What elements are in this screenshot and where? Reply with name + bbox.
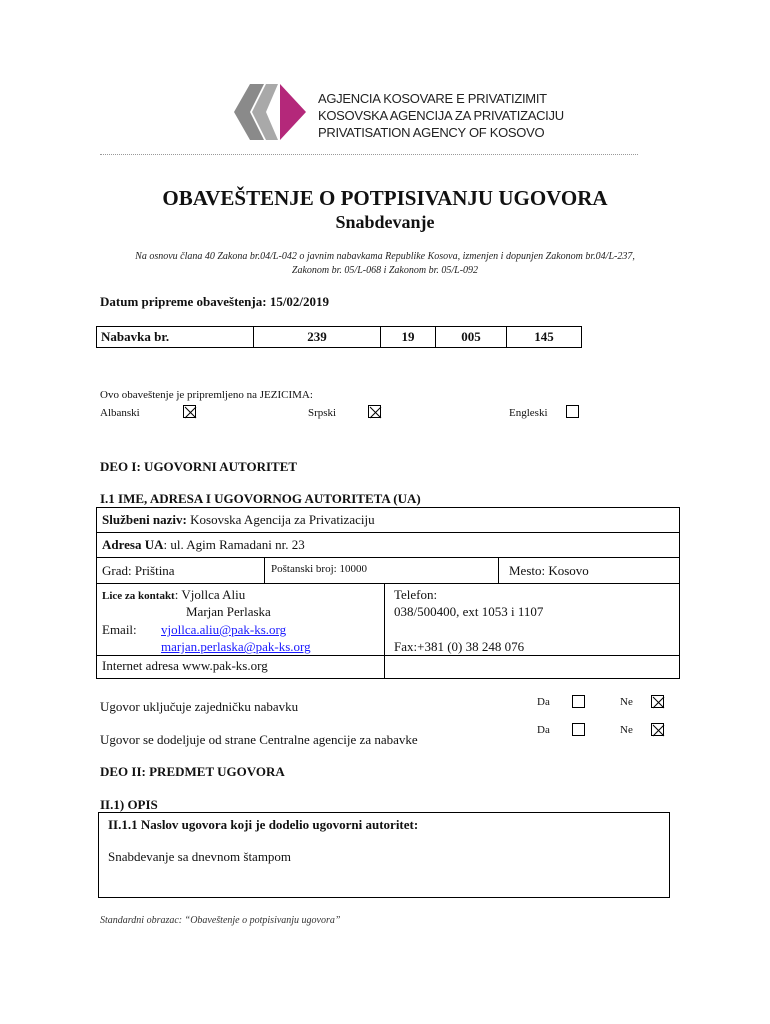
fax-value: Fax:+381 (0) 38 248 076 xyxy=(394,639,525,654)
procurement-number-label: Nabavka br. xyxy=(97,327,254,348)
official-name-label: Službeni naziv: xyxy=(102,512,187,527)
section-1-heading: DEO I: UGOVORNI AUTORITET xyxy=(100,459,298,474)
procurement-number-part: 145 xyxy=(507,327,582,348)
document-title: OBAVEŠTENJE O POTPISIVANJU UGOVORA xyxy=(162,186,608,210)
procurement-number-part: 239 xyxy=(254,327,381,348)
procurement-number-part: 005 xyxy=(436,327,507,348)
agency-name-albanian: AGJENCIA KOSOVARE E PRIVATIZIMIT xyxy=(318,91,547,106)
no-label: Ne xyxy=(620,696,633,708)
language-label-english: Engleski xyxy=(509,407,548,419)
language-label-serbian: Srpski xyxy=(308,407,337,419)
procurement-number-part: 19 xyxy=(381,327,436,348)
contract-title-value: Snabdevanje sa dnevnom štampom xyxy=(108,849,292,864)
email-label: Email: xyxy=(102,622,137,637)
postal-code-field: Poštanski broj: 10000 xyxy=(271,563,367,575)
city-field: Grad: Priština xyxy=(102,563,175,578)
phone-value: 038/500400, ext 1053 i 1107 xyxy=(394,604,544,619)
language-label-albanian: Albanski xyxy=(100,407,140,419)
legal-basis-line1: Na osnovu člana 40 Zakona br.04/L-042 o javnim nabavkama Republike Kosova, izmenjen i dopunjen Zakonom br.04/L-237, xyxy=(135,251,635,262)
contract-title-label: II.1.1 Naslov ugovora koji je dodelio ugovorni autoritet: xyxy=(108,817,419,832)
agency-name-block xyxy=(318,90,564,141)
preparation-date: Datum pripreme obaveštenja: 15/02/2019 xyxy=(100,294,330,309)
internet-address: Internet adresa www.pak-ks.org xyxy=(102,658,268,673)
contact-person-label: Lice za kontakt xyxy=(102,590,175,602)
no-label: Ne xyxy=(620,724,633,736)
header-divider xyxy=(100,154,638,155)
email-link-2[interactable]: marjan.perlaska@pak-ks.org xyxy=(161,639,311,654)
procurement-number-table xyxy=(96,326,582,348)
section-2-heading: DEO II: PREDMET UGOVORA xyxy=(100,764,285,779)
section-2-1-heading: II.1) OPIS xyxy=(100,797,158,812)
agency-logo xyxy=(230,84,310,144)
place-field: Mesto: Kosovo xyxy=(509,563,589,578)
contact-person-1: : Vjollca Aliu xyxy=(174,587,246,602)
joint-procurement-yes-checkbox[interactable] xyxy=(572,695,585,708)
languages-intro: Ovo obaveštenje je pripremljeno na JEZICIMA: xyxy=(100,389,313,401)
central-agency-no-checkbox[interactable] xyxy=(651,723,664,736)
joint-procurement-no-checkbox[interactable] xyxy=(651,695,664,708)
legal-basis-line2: Zakonom br. 05/L-068 i Zakonom br. 05/L-092 xyxy=(291,265,479,276)
official-name-value: Kosovska Agencija za Privatizaciju xyxy=(190,512,375,527)
email-link-1[interactable]: vjollca.aliu@pak-ks.org xyxy=(161,622,287,637)
agency-name-english: PRIVATISATION AGENCY OF KOSOVO xyxy=(318,125,545,140)
phone-label: Telefon: xyxy=(394,587,438,602)
address-label: Adresa UA xyxy=(102,537,164,552)
yes-label: Da xyxy=(537,696,550,708)
form-footer: Standardni obrazac: “Obaveštenje o potpisivanju ugovora” xyxy=(100,915,341,926)
agency-name-serbian: KOSOVSKA AGENCIJA ZA PRIVATIZACIJU xyxy=(318,108,564,123)
central-agency-yes-checkbox[interactable] xyxy=(572,723,585,736)
central-agency-question: Ugovor se dodeljuje od strane Centralne agencije za nabavke xyxy=(100,732,418,747)
joint-procurement-question: Ugovor uključuje zajedničku nabavku xyxy=(100,699,299,714)
document-subtitle: Snabdevanje xyxy=(335,212,435,232)
serbian-checkbox[interactable] xyxy=(368,405,381,418)
address-value: : ul. Agim Ramadani nr. 23 xyxy=(163,537,305,552)
albanian-checkbox[interactable] xyxy=(183,405,196,418)
english-checkbox[interactable] xyxy=(566,405,579,418)
contact-person-2: Marjan Perlaska xyxy=(186,604,271,619)
yes-label: Da xyxy=(537,724,550,736)
section-1-1-heading: I.1 IME, ADRESA I UGOVORNOG AUTORITETA (UA) xyxy=(100,491,421,506)
